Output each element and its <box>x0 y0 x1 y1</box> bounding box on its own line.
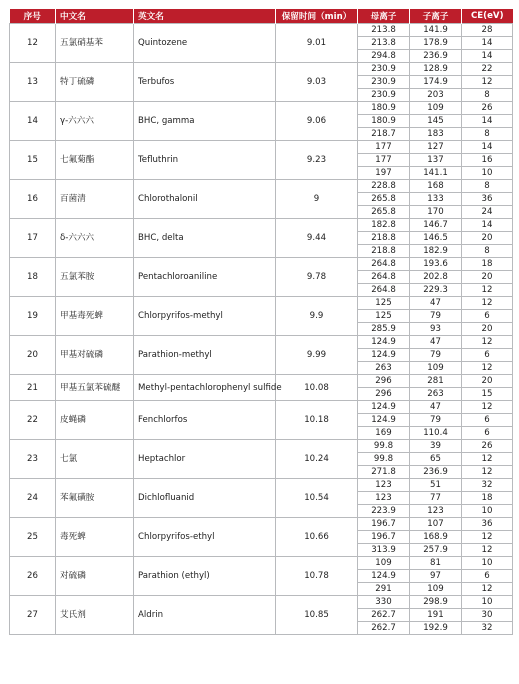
cell-product-ion: 202.8 <box>410 271 462 284</box>
cell-parent-ion: 228.8 <box>358 180 410 193</box>
cell-retention-time: 9 <box>276 180 358 219</box>
cell-collision-energy: 8 <box>462 245 513 258</box>
cell-parent-ion: 218.7 <box>358 128 410 141</box>
header-chinese-name: 中文名 <box>56 9 134 24</box>
cell-collision-energy: 32 <box>462 479 513 492</box>
cell-number: 16 <box>10 180 56 219</box>
table-row <box>10 24 513 37</box>
cell-parent-ion: 263 <box>358 362 410 375</box>
cell-chinese-name: 苯氟磺胺 <box>56 479 134 518</box>
cell-product-ion: 123 <box>410 505 462 518</box>
cell-collision-energy: 12 <box>462 453 513 466</box>
cell-product-ion: 193.6 <box>410 258 462 271</box>
cell-collision-energy: 10 <box>462 505 513 518</box>
cell-english-name: Terbufos <box>134 63 276 102</box>
cell-number: 18 <box>10 258 56 297</box>
cell-product-ion: 146.7 <box>410 219 462 232</box>
cell-chinese-name: 甲基毒死蜱 <box>56 297 134 336</box>
cell-collision-energy: 18 <box>462 258 513 271</box>
cell-product-ion: 191 <box>410 609 462 622</box>
cell-chinese-name: 七氯 <box>56 440 134 479</box>
table-row <box>10 180 513 193</box>
cell-collision-energy: 14 <box>462 141 513 154</box>
cell-parent-ion: 264.8 <box>358 258 410 271</box>
table-header-row <box>10 9 513 24</box>
table-row <box>10 102 513 115</box>
cell-product-ion: 263 <box>410 388 462 401</box>
cell-retention-time: 9.06 <box>276 102 358 141</box>
cell-collision-energy: 14 <box>462 115 513 128</box>
cell-collision-energy: 28 <box>462 24 513 37</box>
cell-product-ion: 109 <box>410 583 462 596</box>
cell-product-ion: 79 <box>410 349 462 362</box>
cell-chinese-name: 甲基对硫磷 <box>56 336 134 375</box>
table-row <box>10 596 513 609</box>
cell-product-ion: 182.9 <box>410 245 462 258</box>
cell-collision-energy: 12 <box>462 544 513 557</box>
cell-english-name: Quintozene <box>134 24 276 63</box>
cell-parent-ion: 264.8 <box>358 284 410 297</box>
cell-collision-energy: 10 <box>462 167 513 180</box>
cell-collision-energy: 20 <box>462 323 513 336</box>
cell-chinese-name: 五氯硝基苯 <box>56 24 134 63</box>
cell-parent-ion: 271.8 <box>358 466 410 479</box>
table-row <box>10 258 513 271</box>
cell-product-ion: 174.9 <box>410 76 462 89</box>
header-retention-time: 保留时间（min） <box>276 9 358 24</box>
cell-parent-ion: 182.8 <box>358 219 410 232</box>
cell-product-ion: 128.9 <box>410 63 462 76</box>
cell-product-ion: 133 <box>410 193 462 206</box>
cell-number: 26 <box>10 557 56 596</box>
cell-parent-ion: 262.7 <box>358 622 410 635</box>
cell-product-ion: 97 <box>410 570 462 583</box>
cell-parent-ion: 180.9 <box>358 102 410 115</box>
mrm-parameter-table <box>9 9 513 635</box>
cell-collision-energy: 22 <box>462 63 513 76</box>
cell-number: 12 <box>10 24 56 63</box>
cell-number: 25 <box>10 518 56 557</box>
cell-chinese-name: 五氯苯胺 <box>56 258 134 297</box>
cell-collision-energy: 12 <box>462 466 513 479</box>
table-row <box>10 401 513 414</box>
cell-collision-energy: 15 <box>462 388 513 401</box>
cell-product-ion: 109 <box>410 362 462 375</box>
cell-number: 23 <box>10 440 56 479</box>
header-number: 序号 <box>10 9 56 24</box>
cell-english-name: Parathion (ethyl) <box>134 557 276 596</box>
cell-english-name: Pentachloroaniline <box>134 258 276 297</box>
cell-number: 17 <box>10 219 56 258</box>
table-row <box>10 557 513 570</box>
header-product-ion: 子离子 <box>410 9 462 24</box>
cell-product-ion: 236.9 <box>410 466 462 479</box>
cell-product-ion: 183 <box>410 128 462 141</box>
cell-collision-energy: 12 <box>462 401 513 414</box>
cell-english-name: Heptachlor <box>134 440 276 479</box>
cell-product-ion: 47 <box>410 401 462 414</box>
cell-product-ion: 229.3 <box>410 284 462 297</box>
cell-collision-energy: 6 <box>462 414 513 427</box>
cell-parent-ion: 123 <box>358 479 410 492</box>
cell-parent-ion: 218.8 <box>358 245 410 258</box>
cell-chinese-name: 甲基五氯苯硫醚 <box>56 375 134 401</box>
cell-retention-time: 9.01 <box>276 24 358 63</box>
cell-parent-ion: 196.7 <box>358 518 410 531</box>
cell-product-ion: 51 <box>410 479 462 492</box>
cell-product-ion: 141.9 <box>410 24 462 37</box>
cell-product-ion: 65 <box>410 453 462 466</box>
cell-product-ion: 109 <box>410 102 462 115</box>
cell-english-name: Chlorpyrifos-methyl <box>134 297 276 336</box>
table-row <box>10 479 513 492</box>
cell-parent-ion: 230.9 <box>358 76 410 89</box>
cell-parent-ion: 180.9 <box>358 115 410 128</box>
table-row <box>10 219 513 232</box>
cell-number: 15 <box>10 141 56 180</box>
cell-chinese-name: 百菌清 <box>56 180 134 219</box>
cell-parent-ion: 265.8 <box>358 193 410 206</box>
cell-parent-ion: 213.8 <box>358 37 410 50</box>
cell-product-ion: 107 <box>410 518 462 531</box>
cell-number: 19 <box>10 297 56 336</box>
cell-number: 24 <box>10 479 56 518</box>
cell-parent-ion: 109 <box>358 557 410 570</box>
cell-product-ion: 39 <box>410 440 462 453</box>
cell-parent-ion: 125 <box>358 310 410 323</box>
cell-chinese-name: 七氟菊酯 <box>56 141 134 180</box>
cell-parent-ion: 124.9 <box>358 401 410 414</box>
cell-parent-ion: 264.8 <box>358 271 410 284</box>
cell-collision-energy: 10 <box>462 596 513 609</box>
cell-product-ion: 168.9 <box>410 531 462 544</box>
cell-parent-ion: 125 <box>358 297 410 310</box>
cell-parent-ion: 291 <box>358 583 410 596</box>
cell-retention-time: 10.66 <box>276 518 358 557</box>
cell-retention-time: 10.54 <box>276 479 358 518</box>
cell-product-ion: 145 <box>410 115 462 128</box>
cell-collision-energy: 6 <box>462 570 513 583</box>
header-collision-energy: CE(eV) <box>462 9 513 24</box>
cell-number: 20 <box>10 336 56 375</box>
cell-product-ion: 77 <box>410 492 462 505</box>
cell-retention-time: 10.85 <box>276 596 358 635</box>
cell-parent-ion: 177 <box>358 154 410 167</box>
cell-collision-energy: 26 <box>462 440 513 453</box>
table-row <box>10 141 513 154</box>
cell-parent-ion: 196.7 <box>358 531 410 544</box>
cell-collision-energy: 14 <box>462 37 513 50</box>
cell-product-ion: 47 <box>410 297 462 310</box>
cell-number: 21 <box>10 375 56 401</box>
cell-parent-ion: 230.9 <box>358 63 410 76</box>
cell-product-ion: 79 <box>410 414 462 427</box>
cell-product-ion: 192.9 <box>410 622 462 635</box>
cell-parent-ion: 296 <box>358 375 410 388</box>
cell-collision-energy: 8 <box>462 89 513 102</box>
cell-chinese-name: δ-六六六 <box>56 219 134 258</box>
cell-collision-energy: 12 <box>462 76 513 89</box>
cell-product-ion: 170 <box>410 206 462 219</box>
cell-collision-energy: 14 <box>462 50 513 63</box>
cell-collision-energy: 20 <box>462 232 513 245</box>
cell-parent-ion: 124.9 <box>358 414 410 427</box>
table-row <box>10 375 513 388</box>
cell-english-name: Dichlofluanid <box>134 479 276 518</box>
cell-parent-ion: 124.9 <box>358 336 410 349</box>
cell-collision-energy: 20 <box>462 271 513 284</box>
cell-parent-ion: 223.9 <box>358 505 410 518</box>
cell-parent-ion: 262.7 <box>358 609 410 622</box>
cell-collision-energy: 20 <box>462 375 513 388</box>
cell-product-ion: 93 <box>410 323 462 336</box>
cell-english-name: Chlorpyrifos-ethyl <box>134 518 276 557</box>
table-row <box>10 518 513 531</box>
cell-english-name: Chlorothalonil <box>134 180 276 219</box>
cell-product-ion: 178.9 <box>410 37 462 50</box>
cell-parent-ion: 99.8 <box>358 440 410 453</box>
cell-product-ion: 298.9 <box>410 596 462 609</box>
cell-collision-energy: 12 <box>462 284 513 297</box>
table-row <box>10 297 513 310</box>
cell-chinese-name: 毒死蜱 <box>56 518 134 557</box>
cell-number: 13 <box>10 63 56 102</box>
cell-retention-time: 9.9 <box>276 297 358 336</box>
table-row <box>10 336 513 349</box>
cell-parent-ion: 169 <box>358 427 410 440</box>
cell-parent-ion: 285.9 <box>358 323 410 336</box>
cell-collision-energy: 8 <box>462 180 513 193</box>
cell-parent-ion: 124.9 <box>358 349 410 362</box>
cell-english-name: Methyl-pentachlorophenyl sulfide <box>134 375 276 401</box>
cell-collision-energy: 24 <box>462 206 513 219</box>
cell-retention-time: 10.24 <box>276 440 358 479</box>
cell-product-ion: 146.5 <box>410 232 462 245</box>
cell-product-ion: 281 <box>410 375 462 388</box>
cell-chinese-name: 皮蝇磷 <box>56 401 134 440</box>
cell-collision-energy: 12 <box>462 362 513 375</box>
header-english-name: 英文名 <box>134 9 276 24</box>
table-row <box>10 440 513 453</box>
cell-parent-ion: 296 <box>358 388 410 401</box>
cell-parent-ion: 330 <box>358 596 410 609</box>
cell-chinese-name: γ-六六六 <box>56 102 134 141</box>
cell-product-ion: 141.1 <box>410 167 462 180</box>
cell-english-name: BHC, delta <box>134 219 276 258</box>
cell-parent-ion: 177 <box>358 141 410 154</box>
cell-parent-ion: 213.8 <box>358 24 410 37</box>
cell-collision-energy: 12 <box>462 531 513 544</box>
cell-parent-ion: 218.8 <box>358 232 410 245</box>
cell-parent-ion: 99.8 <box>358 453 410 466</box>
cell-parent-ion: 123 <box>358 492 410 505</box>
cell-product-ion: 203 <box>410 89 462 102</box>
cell-number: 22 <box>10 401 56 440</box>
cell-product-ion: 81 <box>410 557 462 570</box>
cell-retention-time: 9.23 <box>276 141 358 180</box>
cell-product-ion: 257.9 <box>410 544 462 557</box>
cell-collision-energy: 6 <box>462 427 513 440</box>
cell-collision-energy: 16 <box>462 154 513 167</box>
cell-collision-energy: 30 <box>462 609 513 622</box>
cell-collision-energy: 6 <box>462 310 513 323</box>
cell-collision-energy: 36 <box>462 193 513 206</box>
cell-parent-ion: 313.9 <box>358 544 410 557</box>
cell-number: 14 <box>10 102 56 141</box>
cell-product-ion: 137 <box>410 154 462 167</box>
cell-parent-ion: 265.8 <box>358 206 410 219</box>
cell-parent-ion: 124.9 <box>358 570 410 583</box>
cell-english-name: Fenchlorfos <box>134 401 276 440</box>
cell-retention-time: 10.78 <box>276 557 358 596</box>
cell-collision-energy: 36 <box>462 518 513 531</box>
cell-english-name: BHC, gamma <box>134 102 276 141</box>
cell-retention-time: 10.18 <box>276 401 358 440</box>
cell-product-ion: 79 <box>410 310 462 323</box>
cell-collision-energy: 8 <box>462 128 513 141</box>
cell-collision-energy: 10 <box>462 557 513 570</box>
header-parent-ion: 母离子 <box>358 9 410 24</box>
cell-collision-energy: 32 <box>462 622 513 635</box>
cell-product-ion: 236.9 <box>410 50 462 63</box>
table-body <box>10 24 513 635</box>
cell-retention-time: 9.44 <box>276 219 358 258</box>
cell-collision-energy: 6 <box>462 349 513 362</box>
cell-chinese-name: 特丁硫磷 <box>56 63 134 102</box>
cell-collision-energy: 18 <box>462 492 513 505</box>
cell-parent-ion: 230.9 <box>358 89 410 102</box>
table-row <box>10 63 513 76</box>
cell-product-ion: 110.4 <box>410 427 462 440</box>
cell-collision-energy: 12 <box>462 583 513 596</box>
cell-parent-ion: 197 <box>358 167 410 180</box>
cell-product-ion: 168 <box>410 180 462 193</box>
cell-number: 27 <box>10 596 56 635</box>
cell-retention-time: 9.78 <box>276 258 358 297</box>
cell-chinese-name: 艾氏剂 <box>56 596 134 635</box>
cell-retention-time: 9.99 <box>276 336 358 375</box>
cell-retention-time: 10.08 <box>276 375 358 401</box>
cell-chinese-name: 对硫磷 <box>56 557 134 596</box>
cell-english-name: Aldrin <box>134 596 276 635</box>
cell-collision-energy: 12 <box>462 336 513 349</box>
cell-english-name: Tefluthrin <box>134 141 276 180</box>
cell-retention-time: 9.03 <box>276 63 358 102</box>
cell-collision-energy: 14 <box>462 219 513 232</box>
cell-collision-energy: 26 <box>462 102 513 115</box>
cell-parent-ion: 294.8 <box>358 50 410 63</box>
cell-product-ion: 127 <box>410 141 462 154</box>
cell-english-name: Parathion-methyl <box>134 336 276 375</box>
cell-collision-energy: 12 <box>462 297 513 310</box>
cell-product-ion: 47 <box>410 336 462 349</box>
